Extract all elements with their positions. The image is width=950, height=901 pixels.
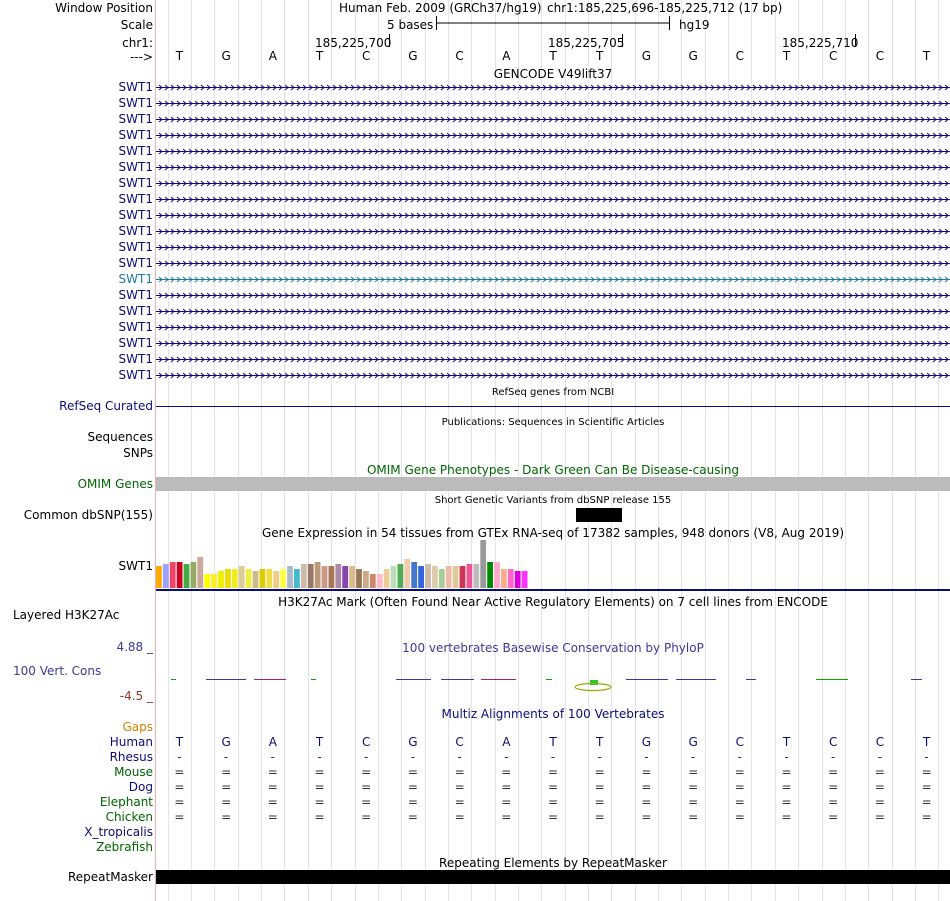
alignment-symbol: = [828,780,839,794]
alignment-symbol: = [501,780,512,794]
alignment-symbol: - [877,750,883,764]
reference-base: T [782,49,791,63]
alignment-symbol: = [547,765,559,779]
species-label[interactable]: Elephant [99,795,153,809]
alignment-symbol: = [407,780,418,794]
position-tick-1: 185,225,700 [315,36,392,50]
alignment-symbol: C [735,735,744,749]
gtex-tissue-bar [363,571,369,588]
alignment-symbol: A [268,735,277,749]
alignment-symbol: T [922,735,931,749]
alignment-symbol: = [688,810,699,824]
species-label[interactable]: Rhesus [109,750,153,764]
alignment-symbol: G [408,735,418,749]
alignment-symbol: = [547,810,559,824]
alignment-symbol: - [364,750,369,764]
gtex-tissue-bar [170,562,176,588]
gtex-tissue-bar [266,569,272,588]
repeatmasker-bar [156,870,950,884]
gtex-tissue-bar [253,571,259,588]
gencode-gene-label[interactable]: SWT1 [118,256,153,270]
reference-base: C [735,49,744,63]
alignment-symbol: = [174,795,185,809]
alignment-symbol: - [223,750,229,764]
alignment-symbol: = [921,795,932,809]
alignment-symbol: = [688,765,699,779]
scale-bases-text: 5 bases [387,18,434,32]
alignment-symbol: = [454,765,465,779]
alignment-symbol: = [594,795,605,809]
alignment-symbol: = [828,795,839,809]
gencode-gene-label[interactable]: SWT1 [118,128,153,142]
gencode-gene-label[interactable]: SWT1 [118,80,153,94]
gtex-tissue-bar [239,566,245,588]
gencode-gene-label[interactable]: SWT1 [118,336,153,350]
gtex-tissue-bar [432,566,438,588]
gtex-tissue-bar [329,566,335,588]
reference-base: C [455,49,464,63]
alignment-symbol: = [688,780,699,794]
dbsnp-track-title: Short Genetic Variants from dbSNP release 155 [434,495,672,506]
alignment-symbol: = [361,765,372,779]
alignment-symbol: = [734,780,745,794]
repeatmasker-track-label[interactable]: RepeatMasker [67,870,153,884]
species-label[interactable]: Mouse [114,765,153,779]
alignment-symbol: = [267,780,278,794]
gencode-gene-label[interactable]: SWT1 [118,112,153,126]
gtex-tissue-bar [425,564,431,588]
alignment-symbol: - [831,750,836,764]
gtex-tissue-bar [204,574,210,588]
alignment-symbol: - [690,750,696,764]
gtex-tissue-bar [294,569,300,588]
alignment-symbol: = [921,810,932,824]
gencode-gene-label[interactable]: SWT1 [118,160,153,174]
species-label[interactable]: Chicken [105,810,153,824]
gtex-tissue-bar [163,564,169,588]
gtex-tissue-bar [177,562,183,588]
omim-track-title: OMIM Gene Phenotypes - Dark Green Can Be Disease-causing [366,463,740,477]
alignment-symbol: - [924,750,929,764]
alignment-symbol: = [781,795,792,809]
gaps-track-label: Gaps [122,720,153,734]
gtex-tissue-bar [473,564,479,588]
phylop-track-label[interactable]: 100 Vert. Cons [13,664,102,678]
alignment-symbol: T [175,735,184,749]
omim-track-label[interactable]: OMIM Genes [77,477,153,491]
alignment-symbol: = [407,810,418,824]
gtex-tissue-bar [211,574,217,588]
alignment-symbol: = [828,810,839,824]
gencode-gene-label[interactable]: SWT1 [118,352,153,366]
omim-bar [156,477,950,491]
alignment-symbol: = [501,765,512,779]
alignment-symbol: T [549,735,557,749]
phylop-peak-mark [590,680,598,685]
gtex-tissue-bar [273,571,279,588]
alignment-symbol: = [594,810,605,824]
refseq-track-title: RefSeq genes from NCBI [491,387,615,398]
gencode-gene-label[interactable]: SWT1 [118,304,153,318]
phylop-track-title: 100 vertebrates Basewise Conservation by PhyloP [402,641,704,655]
h3k27ac-track-title: H3K27Ac Mark (Often Found Near Active Regulatory Elements) on 7 cell lines from ENCODE [278,595,828,609]
assembly-title: Human Feb. 2009 (GRCh37/hg19) [339,1,542,15]
alignment-symbol: - [457,750,462,764]
reference-base: A [502,49,511,63]
gtex-tissue-bar [370,574,376,588]
gtex-tissue-bar [494,562,500,588]
reference-base: G [688,49,698,63]
gtex-tissue-bar [156,566,162,588]
gtex-tissue-bar [398,564,404,588]
gtex-tissue-bar [467,564,473,588]
alignment-symbol: = [267,795,278,809]
alignment-symbol: = [454,810,465,824]
reference-base: T [549,49,557,63]
alignment-symbol: = [407,795,418,809]
alignment-symbol: = [688,795,699,809]
gtex-tissue-bar [439,569,445,588]
gtex-tissue-bar [287,566,293,588]
alignment-symbol: = [828,765,839,779]
alignment-symbol: G [688,735,698,749]
reference-base: G [408,49,418,63]
gtex-tissue-bar [515,571,521,588]
alignment-symbol: - [550,750,556,764]
gtex-tissue-bar [218,571,224,588]
multiz-track-title: Multiz Alignments of 100 Vertebrates [441,707,665,721]
reference-base: T [596,49,604,63]
gtex-tissue-bar [191,562,197,588]
reference-base: C [875,49,885,63]
gtex-tissue-bar [197,557,203,588]
gtex-tissue-bar [322,566,328,588]
gtex-tissue-bar [453,566,459,588]
alignment-symbol: = [314,810,325,824]
alignment-symbol: = [874,765,885,779]
gencode-gene-label[interactable]: SWT1 [118,368,153,382]
alignment-symbol: = [501,795,512,809]
alignment-symbol: - [737,750,742,764]
gtex-tissue-bar [384,569,390,588]
alignment-symbol: = [361,780,372,794]
track-label-column [0,0,155,901]
alignment-symbol: T [782,735,791,749]
alignment-symbol: = [781,765,792,779]
alignment-symbol: C [828,735,838,749]
snps-track-label[interactable]: SNPs [123,446,153,460]
gtex-tissue-bar [404,559,410,588]
gtex-tissue-bar [356,569,362,588]
alignment-symbol: - [410,750,416,764]
gtex-track-label[interactable]: SWT1 [118,559,153,573]
alignment-symbol: = [314,780,325,794]
alignment-symbol: = [921,780,932,794]
alignment-symbol: = [874,780,885,794]
alignment-symbol: T [596,735,604,749]
gtex-tissue-bar [501,569,507,588]
gtex-tissue-bar [232,569,238,588]
gencode-track-title: GENCODE V49lift37 [493,67,613,81]
alignment-symbol: = [221,795,232,809]
gtex-tissue-bar [446,566,452,588]
gtex-tissue-bar [411,562,417,588]
gtex-tissue-bar [487,562,493,588]
reference-base: G [221,49,231,63]
gtex-tissue-bar [342,566,348,588]
alignment-symbol: = [501,810,512,824]
alignment-symbol: = [594,780,605,794]
gtex-tissue-bar [418,566,424,588]
reference-base: C [828,49,838,63]
position-tick-2: 185,225,705 [548,36,625,50]
reference-base: C [361,49,371,63]
gtex-tissue-bar [391,566,397,588]
gencode-gene-label[interactable]: SWT1 [118,288,153,302]
scale-db-text: hg19 [679,18,710,32]
reference-base: T [315,49,324,63]
alignment-symbol: G [641,735,652,749]
gtex-tissue-bar [349,566,355,588]
track-display-area[interactable] [156,0,950,901]
alignment-symbol: = [734,765,745,779]
dbsnp-track-label[interactable]: Common dbSNP(155) [23,508,153,522]
alignment-symbol: - [504,750,509,764]
window-position-label: Window Position [55,1,153,15]
gtex-tissue-bar [508,569,514,588]
gtex-tissue-bar [480,540,486,588]
gtex-track-title: Gene Expression in 54 tissues from GTEx RNA-seq of 17382 samples, 948 donors (V8, Aug 2019) [261,526,845,540]
alignment-symbol: = [221,765,232,779]
alignment-symbol: = [361,795,372,809]
alignment-symbol: - [597,750,602,764]
alignment-symbol: = [454,780,465,794]
gencode-gene-label[interactable]: SWT1 [118,224,153,238]
alignment-symbol: = [547,795,559,809]
scale-label: Scale [120,18,153,32]
gencode-gene-label[interactable]: SWT1 [118,96,153,110]
position-readout: chr1:185,225,696-185,225,712 (17 bp) [547,1,783,15]
phylop-min-label: -4.5 _ [119,689,153,703]
alignment-symbol: = [921,765,932,779]
species-label[interactable]: Dog [128,780,153,794]
alignment-symbol: = [874,795,885,809]
gencode-gene-label[interactable]: SWT1 [118,272,153,286]
alignment-symbol: = [734,810,745,824]
species-label[interactable]: X_tropicalis [84,825,153,839]
reference-base: T [922,49,931,63]
gtex-tissue-bar [260,569,266,588]
alignment-symbol: - [177,750,182,764]
gtex-tissue-bar [522,571,528,588]
alignment-symbol: C [875,735,885,749]
gtex-tissue-bar [315,562,321,588]
alignment-symbol: = [594,765,605,779]
gtex-tissue-bar [246,569,252,588]
alignment-symbol: = [221,810,232,824]
gtex-tissue-bar [377,574,383,588]
alignment-symbol: = [641,780,652,794]
gencode-gene-label[interactable]: SWT1 [118,320,153,334]
alignment-symbol: = [174,810,185,824]
alignment-symbol: = [407,765,418,779]
alignment-symbol: = [874,810,885,824]
sequences-track-label[interactable]: Sequences [87,430,153,444]
alignment-symbol: = [361,810,372,824]
species-label[interactable]: Zebrafish [96,840,153,854]
dbsnp-variant-box [576,508,622,522]
position-tick-3: 185,225,710 [782,36,859,50]
alignment-symbol: - [784,750,789,764]
alignment-symbol: = [267,810,278,824]
gencode-gene-label[interactable]: SWT1 [118,176,153,190]
alignment-symbol: = [547,780,559,794]
refseq-track-label[interactable]: RefSeq Curated [59,399,153,413]
reference-base: T [175,49,184,63]
species-label[interactable]: Human [109,735,153,749]
alignment-symbol: - [644,750,649,764]
alignment-symbol: = [314,765,325,779]
phylop-max-label: 4.88 _ [116,640,153,654]
alignment-symbol: = [781,780,792,794]
repeatmasker-track-title: Repeating Elements by RepeatMasker [439,856,667,870]
gencode-gene-label[interactable]: SWT1 [118,192,153,206]
alignment-symbol: A [502,735,511,749]
publications-track-title: Publications: Sequences in Scientific Articles [441,417,665,428]
strand-label: ---> [129,50,153,64]
gtex-tissue-bar [225,569,231,588]
reference-base: A [268,49,277,63]
alignment-symbol: - [270,750,275,764]
alignment-symbol: = [221,780,232,794]
gencode-gene-label[interactable]: SWT1 [118,240,153,254]
gencode-gene-label[interactable]: SWT1 [118,208,153,222]
gencode-gene-label[interactable]: SWT1 [118,144,153,158]
gtex-tissue-bar [301,564,307,588]
chrom-label: chr1: [122,36,153,50]
alignment-symbol: C [361,735,371,749]
alignment-symbol: G [221,735,231,749]
alignment-symbol: - [317,750,322,764]
gtex-tissue-bar [308,564,314,588]
reference-base: G [641,49,652,63]
gtex-tissue-bar [460,566,466,588]
alignment-symbol: C [455,735,464,749]
gtex-tissue-bar [184,564,190,588]
h3k27ac-track-label[interactable]: Layered H3K27Ac [13,608,120,622]
alignment-symbol: = [314,795,325,809]
alignment-symbol: = [641,765,652,779]
alignment-symbol: = [641,810,652,824]
gtex-tissue-bar [335,564,341,588]
alignment-symbol: T [315,735,324,749]
alignment-symbol: = [734,795,745,809]
alignment-symbol: = [174,780,185,794]
gtex-tissue-bar [280,569,286,588]
alignment-symbol: = [641,795,652,809]
alignment-symbol: = [781,810,792,824]
alignment-symbol: = [174,765,185,779]
alignment-symbol: = [454,795,465,809]
alignment-symbol: = [267,765,278,779]
